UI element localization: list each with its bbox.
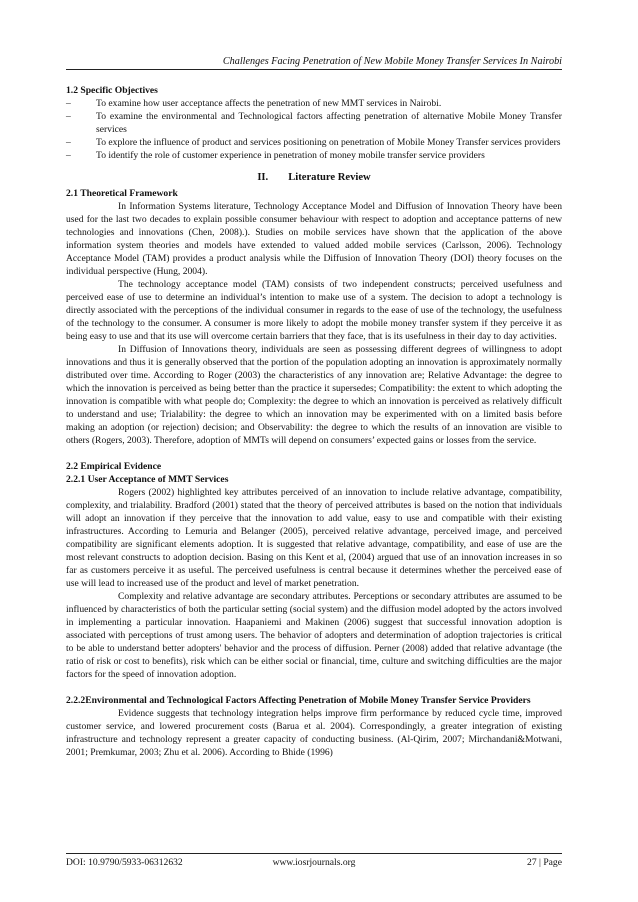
page-body xyxy=(66,84,562,759)
paragraph: In Diffusion of Innovations theory, individuals are seen as possessing different degrees of willingness to adopt innovations and thus it is generally observed that the portion of the population adopting an innovation is approximately normally distributed over time. According to Roger (2003) the characteristics of any innovation are; Relative Advantage: the degree to which the innovation is perceived as being better than the practice it supersedes; Compatibility: the extent to which adopting the innovation is compatible with what people do; Complexity: the degree to which an innovation is perceived as relatively difficult to understand and use; Trialability: the degree to which an innovation may be experimented with on a limited basis before making an adoption (or rejection) decision; and Observability: the degree to which the results of an innovation are visible to others (Rogers, 2003). Therefore, adoption of MMTs will depend on consumers’ expected gains or losses from the service. xyxy=(66,344,562,446)
theoretical-framework-heading: 2.1 Theoretical Framework xyxy=(66,188,178,199)
objectives-list xyxy=(66,97,562,162)
document-page xyxy=(66,0,562,902)
user-acceptance-heading: 2.2.1 User Acceptance of MMT Services xyxy=(66,474,229,485)
running-header: Challenges Facing Penetration of New Mobile Money Transfer Services In Nairobi xyxy=(66,56,562,70)
paragraph: In Information Systems literature, Technology Acceptance Model and Diffusion of Innovation Theory have been used for the last two decades to explain possible consumer behaviour with respect to adoption and acceptance patterns of new technologies and innovations (Chen, 2008).). Studies on mobile services have shown that the application of the above information system theories and models have extended to valued added mobile services (Carlsson, 2006). Technology Acceptance Model (TAM) provides a product analysis while the Diffusion of Innovation Theory (DOI) theory focuses on the individual perspective (Hung, 2004). xyxy=(66,201,562,277)
empirical-evidence-heading: 2.2 Empirical Evidence xyxy=(66,461,162,472)
list-item: – To examine the environmental and Technological factors affecting penetration of alternative Mobile Money Transfer services xyxy=(66,110,562,136)
paragraph: The technology acceptance model (TAM) consists of two independent constructs; perceived usefulness and perceived ease of use to determine an individual’s intention to make use of a system. The decision to adopt a technology is directly associated with the perceptions of the individual consumer in regards to the ease of use of the technology, the usefulness of the technology to the consumer. A consumer is more likely to adopt the mobile money transfer system if they perceive it as being easy to use and that its use will overcome certain barriers that they face, that is its usefulness in their day to day activities. xyxy=(66,279,562,342)
list-item: – To examine how user acceptance affects the penetration of new MMT services in Nairobi. xyxy=(66,97,562,110)
page-number: 27 | Page xyxy=(527,857,562,868)
paragraph: Rogers (2002) highlighted key attributes perceived of an innovation to include relative advantage, compatibility, complexity, and trialability. Bradford (2001) stated that the theory of perceived attributes is based on the notion that individuals will adopt an innovation if they perceive that the innovation to add value, easy to use and compatible with their existing infrastructures. According to Lemuria and Belanger (2005), perceived relative advantage, perceived image, and perceived compatibility are significant elements adoption. It is suggested that relative advantage, compatibility, and ease of use are the most relevant constructs to adoption decision. Basing on this Kent et al, (2004) argued that use of an innovation increases in so far as customers perceive it as useful. The perceived usefulness is central because it determines whether the perceived ease of use will lead to increased use of the product and level of market penetration. xyxy=(66,487,562,589)
section-number: II. xyxy=(257,172,269,183)
page-footer xyxy=(66,853,562,871)
section-name: Literature Review xyxy=(288,172,371,183)
environmental-factors-heading: 2.2.2Environmental and Technological Factors Affecting Penetration of Mobile Money Transfer Service Providers xyxy=(66,695,531,706)
paragraph: Complexity and relative advantage are secondary attributes. Perceptions or secondary attributes are assumed to be influenced by characteristics of both the particular setting (social system) and the diffusion model adopted by the actors involved in implementing a particular innovation. Haapaniemi and Makinen (2006) suggest that successful innovation adoption is associated with perceptions of trust among users. The behavior of adopters and determination of adoption trajectories is critical to be able to understand better adopters' behavior and the process of diffusion. Perner (2008) added that relative advantage (the ratio of risk or cost to benefits), risk which can be either social or financial, time, culture and switching difficulties are the major factors for the speed of innovation adoption. xyxy=(66,591,562,680)
list-item: – To identify the role of customer experience in penetration of money mobile transfer service providers xyxy=(66,149,562,162)
list-item: – To explore the influence of product and services positioning on penetration of Mobile Money Transfer services providers xyxy=(66,136,562,149)
paragraph: Evidence suggests that technology integration helps improve firm performance by reduced cycle time, improved customer service, and lowered procurement costs (Barua et al. 2004). Correspondingly, a greater integration of existing infrastructure and technology represent a greater capacity of conducting business. (Al-Qirim, 2007; Mirchandani&Motwani, 2001; Premkumar, 2003; Zhu et al. 2006). According to Bhide (1996) xyxy=(66,708,562,758)
doi-text: DOI: 10.9790/5933-06312632 xyxy=(66,857,183,868)
journal-link[interactable]: www.iosrjournals.org xyxy=(272,857,356,868)
section-title xyxy=(66,171,562,185)
objectives-heading: 1.2 Specific Objectives xyxy=(66,85,158,96)
